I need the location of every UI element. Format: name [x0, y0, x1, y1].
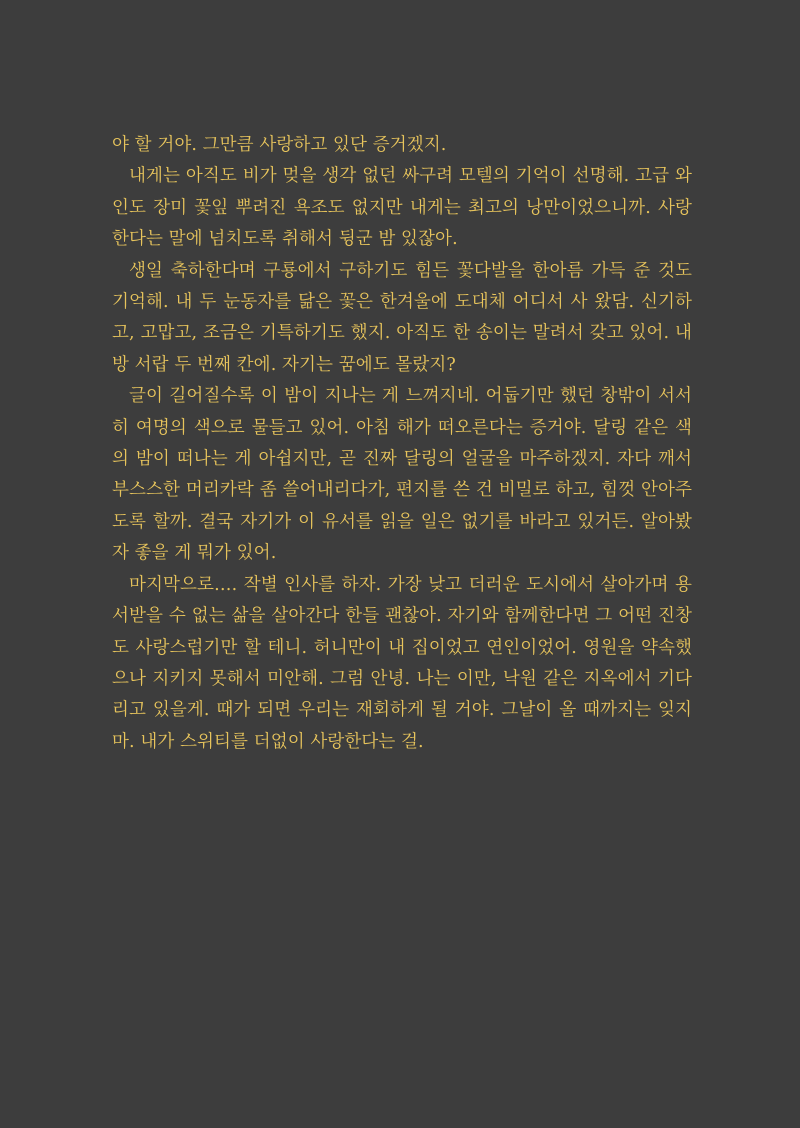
paragraph-2: 내게는 아직도 비가 멎을 생각 없던 싸구려 모텔의 기억이 선명해. 고급 와인도 장미 꽃잎 뿌려진 욕조도 없지만 내게는 최고의 낭만이었으니까. 사랑한다는 말에 넘치도록 취해서 뒹군 밤 있잖아. [112, 166, 692, 250]
paragraph-4: 글이 길어질수록 이 밤이 지나는 게 느껴지네. 어둡기만 했던 창밖이 서서히 여명의 색으로 물들고 있어. 아침 해가 떠오른다는 증거야. 달링 같은 색의 밤이 떠나는 게 아쉽지만, 곧 진짜 달링의 얼굴을 마주하겠지. 자다 깨서 부스스한 머리카락 좀 쓸어내리다가, 편지를 쓴 건 비밀로 하고, 힘껏 안아주도록 할까. 결국 자기가 이 유서를 읽을 일은 없기를 바라고 있거든. 알아봤자 좋을 게 뭐가 있어. [112, 386, 692, 564]
paragraph-1: 야 할 거야. 그만큼 사랑하고 있단 증거겠지. [112, 135, 447, 155]
paragraph-3: 생일 축하한다며 구룡에서 구하기도 힘든 꽃다발을 한아름 가득 준 것도 기억해. 내 두 눈동자를 닮은 꽃은 한겨울에 도대체 어디서 사 왔담. 신기하고, 고맙고, 조금은 기특하기도 했지. 아직도 한 송이는 말려서 갖고 있어. 내 방 서랍 두 번째 칸에. 자기는 꿈에도 몰랐지? [112, 260, 692, 375]
letter-body [112, 130, 692, 758]
paragraph-5: 마지막으로…. 작별 인사를 하자. 가장 낮고 더러운 도시에서 살아가며 용서받을 수 없는 삶을 살아간다 한들 괜찮아. 자기와 함께한다면 그 어떤 진창도 사랑스럽기만 할 테니. 허니만이 내 집이었고 연인이었어. 영원을 약속했으나 지키지 못해서 미안해. 그럼 안녕. 나는 이만, 낙원 같은 지옥에서 기다리고 있을게. 때가 되면 우리는 재회하게 될 거야. 그날이 올 때까지는 잊지 마. 내가 스위티를 더없이 사랑한다는 걸. [112, 574, 692, 752]
